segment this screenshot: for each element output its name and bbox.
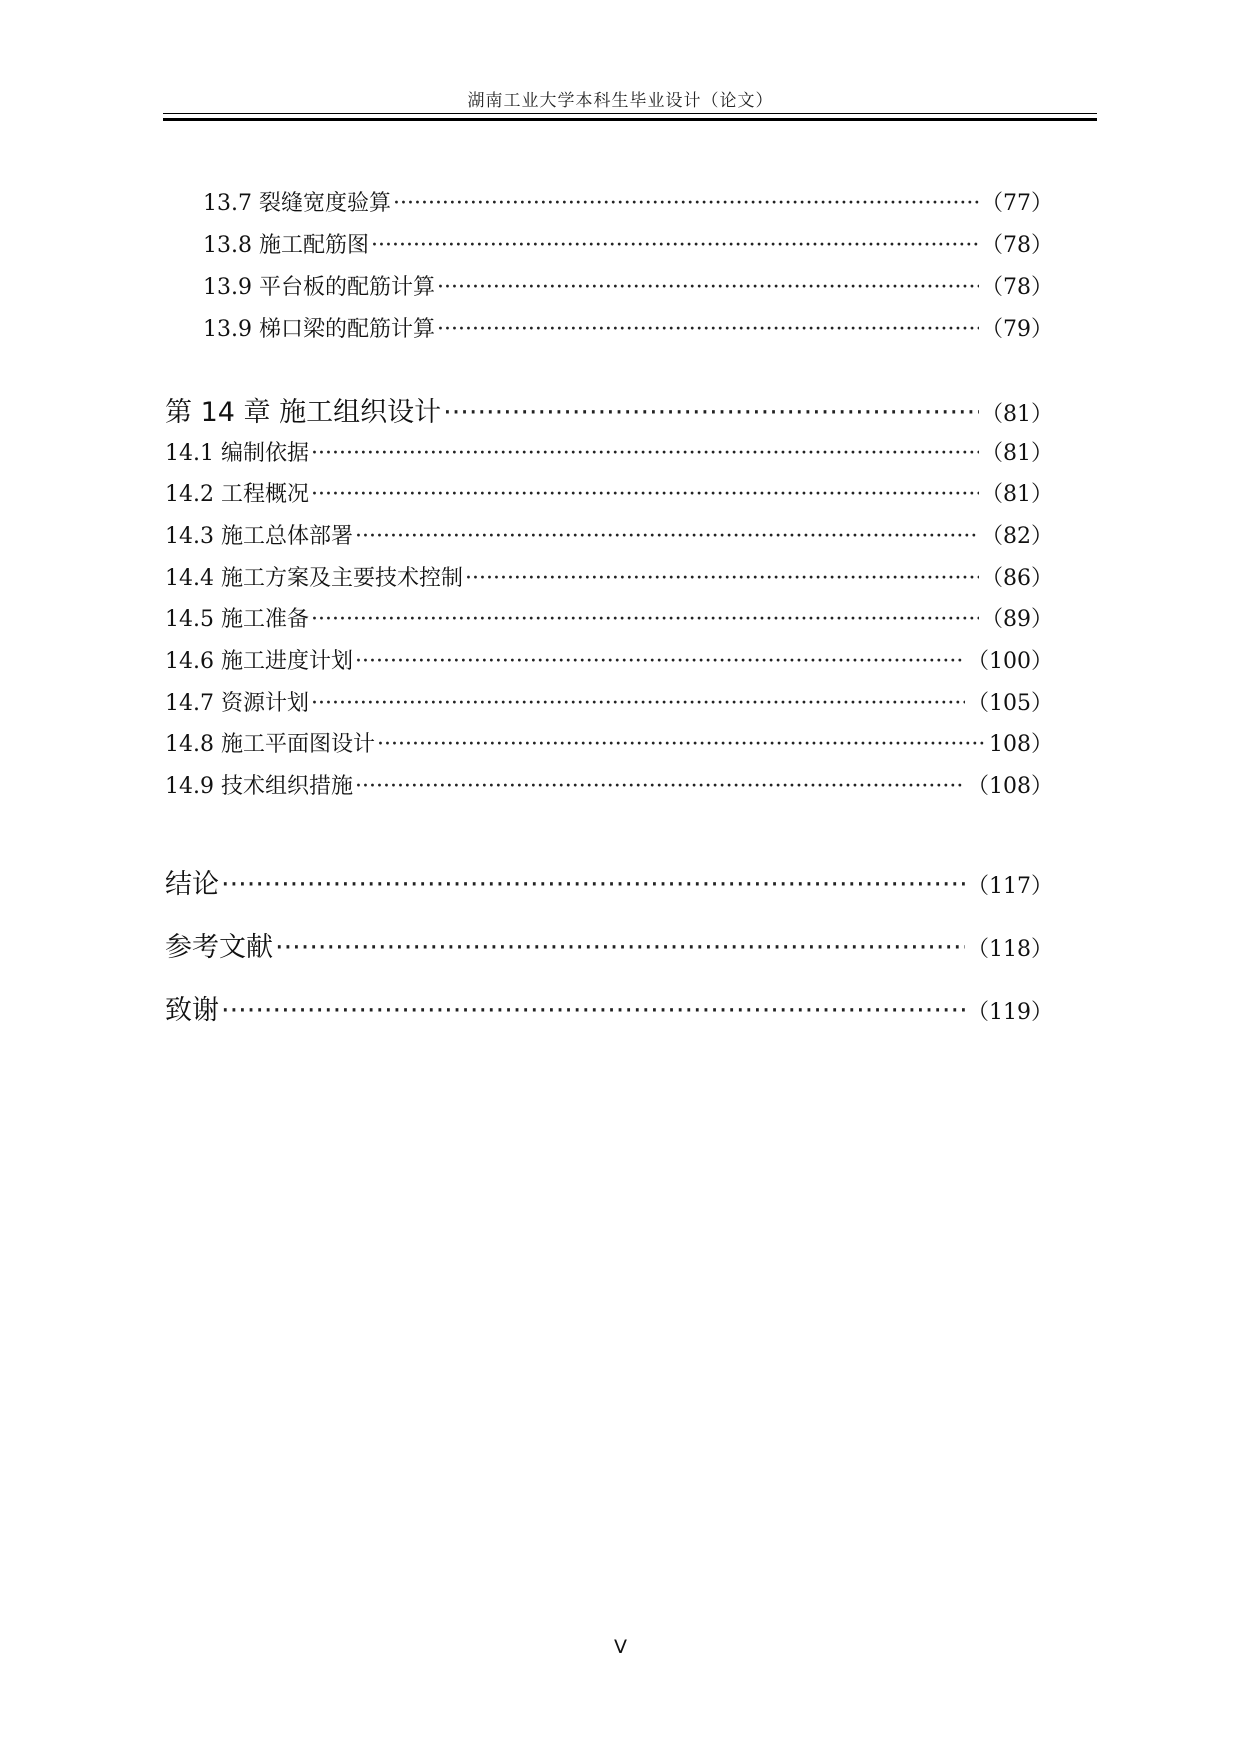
- toc-dot-leader: [443, 397, 979, 428]
- page-number: V: [614, 1636, 627, 1658]
- toc-dot-leader: [311, 691, 965, 716]
- toc-entry-label: 14.8 施工平面图设计: [165, 732, 375, 757]
- toc-entry-label: 致谢: [165, 995, 219, 1026]
- toc-back-entry[interactable]: [165, 862, 1053, 901]
- toc-entry-label: 14.6 施工进度计划: [165, 649, 353, 674]
- toc-entry-label: 14.7 资源计划: [165, 691, 309, 716]
- toc-entry-page: （117）: [967, 874, 1053, 899]
- toc-entry[interactable]: [165, 561, 1053, 592]
- toc-entry-page: （81）: [981, 402, 1053, 427]
- toc-dot-leader: [371, 233, 979, 258]
- toc-entry-label: 14.4 施工方案及主要技术控制: [165, 566, 463, 591]
- toc-entry[interactable]: [165, 769, 1053, 800]
- toc-entry-label: 13.9 梯口梁的配筋计算: [203, 317, 435, 342]
- toc-entry-page: （100）: [967, 649, 1053, 674]
- toc-entry-page: （78）: [981, 275, 1053, 300]
- toc-entry-label: 14.3 施工总体部署: [165, 524, 353, 549]
- toc-entry-page: （119）: [967, 1000, 1053, 1025]
- toc-entry-label: 14.9 技术组织措施: [165, 774, 353, 799]
- toc-entry[interactable]: [203, 228, 1053, 259]
- toc-entry-label: 13.7 裂缝宽度验算: [203, 191, 391, 216]
- toc-entry-label: 14.1 编制依据: [165, 441, 309, 466]
- toc-back-entry[interactable]: [165, 988, 1053, 1027]
- toc-entry-page: （82）: [981, 524, 1053, 549]
- toc-entry-label: 14.2 工程概况: [165, 482, 309, 507]
- toc-dot-leader: [221, 995, 965, 1026]
- toc-entry-page: 108）: [989, 732, 1053, 757]
- toc-chapter-label: 第 14 章 施工组织设计: [165, 397, 442, 428]
- toc-entry-page: （78）: [981, 233, 1053, 258]
- toc-dot-leader: [393, 191, 979, 216]
- toc-dot-leader: [311, 441, 979, 466]
- toc-entry-label: 13.9 平台板的配筋计算: [203, 275, 435, 300]
- header-rule-thin: [163, 113, 1097, 114]
- toc-entry[interactable]: [203, 270, 1053, 301]
- toc-dot-leader: [437, 275, 979, 300]
- toc-entry[interactable]: [203, 312, 1053, 343]
- toc-entry[interactable]: [165, 436, 1053, 467]
- toc-dot-leader: [355, 774, 965, 799]
- toc-dot-leader: [311, 607, 979, 632]
- toc-entry[interactable]: [165, 644, 1053, 675]
- toc-entry-page: （79）: [981, 317, 1053, 342]
- toc-entry-page: （81）: [981, 482, 1053, 507]
- toc-dot-leader: [437, 317, 979, 342]
- toc-entry-page: （89）: [981, 607, 1053, 632]
- toc-entry-page: （81）: [981, 441, 1053, 466]
- toc-entry[interactable]: [165, 686, 1053, 717]
- toc-dot-leader: [221, 869, 965, 900]
- toc-entry[interactable]: [165, 519, 1053, 550]
- toc-dot-leader: [275, 932, 965, 963]
- toc-dot-leader: [355, 649, 965, 674]
- header-rule-thick: [163, 118, 1097, 121]
- toc-entry-label: 结论: [165, 869, 219, 900]
- page-header-title: 湖南工业大学本科生毕业设计（论文）: [467, 91, 774, 111]
- toc-entry[interactable]: [165, 602, 1053, 633]
- toc-entry-label: 13.8 施工配筋图: [203, 233, 369, 258]
- toc-entry-page: （86）: [981, 566, 1053, 591]
- toc-entry[interactable]: [165, 727, 1053, 758]
- toc-dot-leader: [311, 482, 979, 507]
- toc-entry[interactable]: [165, 477, 1053, 508]
- toc-entry-label: 14.5 施工准备: [165, 607, 309, 632]
- toc-dot-leader: [377, 732, 987, 757]
- toc-chapter-entry[interactable]: [165, 390, 1053, 429]
- toc-entry-page: （105）: [967, 691, 1053, 716]
- toc-dot-leader: [465, 566, 979, 591]
- toc-dot-leader: [355, 524, 979, 549]
- toc-entry[interactable]: [203, 186, 1053, 217]
- toc-entry-page: （108）: [967, 774, 1053, 799]
- toc-entry-page: （118）: [967, 937, 1053, 962]
- toc-entry-page: （77）: [981, 191, 1053, 216]
- toc-entry-label: 参考文献: [165, 932, 273, 963]
- toc-back-entry[interactable]: [165, 925, 1053, 964]
